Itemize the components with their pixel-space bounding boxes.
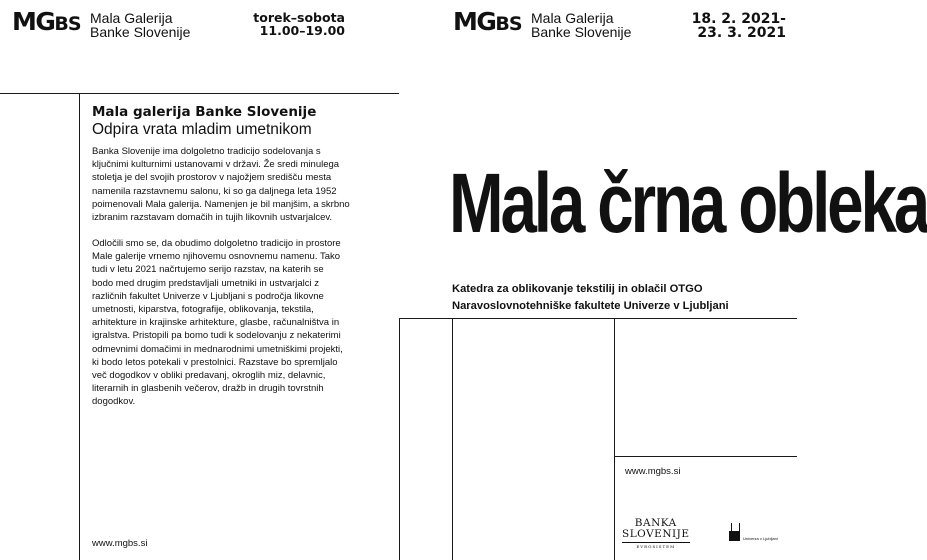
university-emblem-icon	[729, 523, 740, 541]
gallery-name-line2: Banke Slovenije	[90, 24, 191, 40]
date-start: 18. 2. 2021-	[691, 11, 786, 27]
text-line: arhitekture in krajinske arhitekture, glasbe, računalništva in	[92, 317, 340, 329]
right-lower-rule	[614, 456, 797, 457]
bank-logo-line3: EVROSISTEM	[622, 542, 690, 549]
text-line: ki bodo letos potekali v prestolnici. Razstave bo spremljalo	[92, 356, 338, 368]
gallery-name-left	[90, 11, 190, 39]
organizer	[452, 281, 729, 315]
text-line: več dogodkov v obliki predavanj, okroglih miz, delavnic,	[92, 370, 326, 382]
exhibition-title: Mala črna obleka	[449, 156, 927, 250]
gallery-name-line1: Mala Galerija	[90, 10, 173, 26]
text-line: izbranim razstavam domačih in tujih likovnih ustvarjalcev.	[92, 212, 333, 224]
text-line: umetnosti, kiparstva, fotografije, oblikovanja, tekstila,	[92, 304, 314, 316]
text-line: namenila razstavnemu salonu, ki so ga daljnega leta 1952	[92, 185, 337, 197]
text-line: poimenovali Mala galerija. Namenjen je bil manjšim, a skrbno	[92, 198, 350, 210]
banka-slovenije-logo	[622, 518, 690, 549]
text-line: igralstva. Pristopili pa bomo tudi k sodelovanju z nekaterimi	[92, 330, 341, 342]
text-line: različnih fakultet Univerze v Ljubljani s področja likovne	[92, 290, 324, 302]
bank-logo-line2: SLOVENIJE	[622, 528, 690, 540]
organizer-line1: Katedra za oblikovanje tekstilij in oblačil OTGO	[452, 283, 703, 295]
text-line: ključnimi kulturnimi ustanovami v državi. Že sredi minulega	[92, 159, 340, 171]
text-line: stoletja je del svojih prostorov v najožjem središču mesta	[92, 172, 332, 184]
organizer-line2: Naravoslovnotehniške fakultete Univerze v Ljubljani	[452, 300, 729, 312]
logo-mark-text: MG	[12, 7, 55, 36]
right-mid-rule	[399, 318, 797, 319]
website-link-left[interactable]: www.mgbs.si	[92, 538, 148, 549]
gallery-name-line1: Mala Galerija	[531, 10, 614, 26]
mgbs-logo-left	[12, 9, 81, 37]
text-line: tudi v letu 2021 načrtujemo serijo razstav, na katerih se	[92, 264, 324, 276]
gallery-name-line2: Banke Slovenije	[531, 24, 632, 40]
text-line: literarnih in glasbenih večerov, dražb in drugih tovrstnih	[92, 383, 324, 395]
gallery-name-right	[531, 11, 631, 39]
text-line: bodo med drugim predstavljali umetniki in ustvarjalci z	[92, 277, 320, 289]
left-column-rule	[79, 93, 80, 560]
logo-mark-small-text: BS	[495, 13, 522, 35]
text-line: odmevnimi domačimi in mednarodnimi umetniškimi projekti,	[92, 343, 343, 355]
intro-title: Mala galerija Banke Slovenije	[92, 104, 317, 120]
text-line: Male galerije vrnemo njihovemu osnovnemu namenu. Tako	[92, 251, 341, 263]
text-line: Banka Slovenije ima dolgoletno tradicijo sodelovanja s	[92, 146, 321, 157]
exhibition-dates	[692, 12, 786, 40]
right-col2-rule	[614, 318, 615, 560]
date-end: 23. 3. 2021	[697, 25, 786, 41]
university-name: Univerza v Ljubljani	[743, 536, 778, 541]
university-logo	[729, 523, 778, 541]
website-link-right[interactable]: www.mgbs.si	[625, 466, 681, 477]
bank-logo-line1: BANKA	[634, 517, 677, 529]
left-top-rule	[0, 93, 399, 94]
text-line: dogodkov.	[92, 396, 136, 408]
intro-paragraph-1	[92, 145, 392, 224]
mgbs-logo-right	[453, 9, 522, 37]
logo-mark-text: MG	[453, 7, 496, 36]
page-divider-rule	[399, 318, 400, 560]
opening-hours	[253, 11, 345, 37]
intro-paragraph-2	[92, 237, 392, 409]
intro-subtitle: Odpira vrata mladim umetnikom	[92, 121, 312, 138]
logo-mark-small-text: BS	[54, 13, 81, 35]
right-col1-rule	[452, 318, 453, 560]
opening-days: torek–sobota	[253, 10, 345, 25]
text-line: Odločili smo se, da obudimo dolgoletno tradicijo in prostore	[92, 238, 341, 249]
opening-times: 11.00–19.00	[259, 23, 345, 38]
